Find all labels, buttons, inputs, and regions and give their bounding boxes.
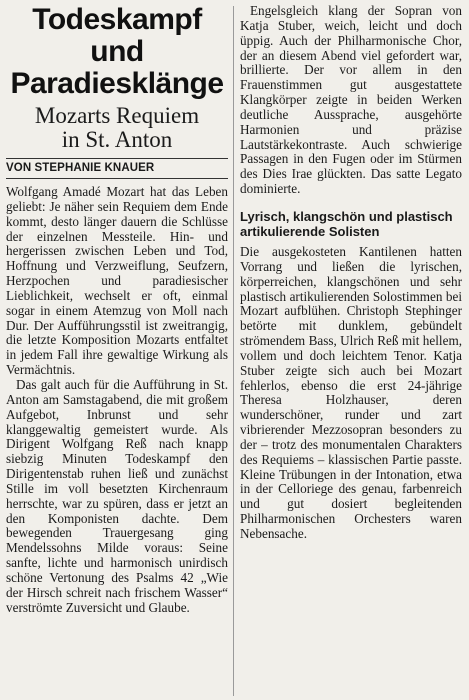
byline-rule-bottom bbox=[6, 178, 228, 179]
byline: VON STEPHANIE KNAUER bbox=[6, 162, 155, 174]
headline-line-2: und bbox=[90, 35, 144, 68]
subheadline bbox=[6, 104, 228, 152]
paragraph: Wolfgang Amadé Mozart hat das Leben geliebt: Je näher sein Requiem dem Ende kommt, desto länger dauern die Schlüsse der einzelnen Messteile. Hin- und hergerissen zwischen Leben und Tod, Hoffnung und Verzweiflung, Seufzern, Herzpochen und paradiesischer Lieblichkeit, wechselt er oft, einmal sogar in einem Atemzug von Moll nach Dur. Der Aufführungsstil ist zweitrangig, die letzte Komposition Mozarts entfaltet in jedem Fall ihre gewaltige Wirkung als Vermächtnis. bbox=[6, 184, 228, 378]
right-column bbox=[240, 4, 462, 542]
headline bbox=[6, 4, 228, 100]
column-divider bbox=[233, 6, 234, 696]
paragraph: Die ausgekosteten Kantilenen hatten Vorrang und ließen die lyrischen, körperreichen, klangschönen und sehr plastisch artikulierenden Solostimmen bei Mozart aufblühen. Christoph Stephinger betörte mit dunklem, gebündelt strömendem Bass, Ulrich Reß mit hellem, vollem und doch leichtem Tenor. Katja Stuber zeigte sich auch bei Mozart fehlerlos, ebenso die erst 24-jährige Theresa Holzhauser, deren wunderschöner, runder und zart vibrierender Mezzosopran besonders zu der – trotz des monumentalen Charakters des Requiems – klassischen Partie passte. Kleine Trübungen in der Intonation, etwa in der Celloriege des genau, farbenreich und gut dosiert begleitenden Philharmonischen Orchesters waren Nebensache. bbox=[240, 243, 462, 541]
left-column bbox=[6, 4, 228, 615]
headline-line-3: Paradiesklänge bbox=[10, 67, 224, 100]
subheadline-line-2: in St. Anton bbox=[61, 127, 173, 152]
subheadline-line-1: Mozarts Requiem bbox=[34, 103, 200, 128]
paragraph: Das galt auch für die Aufführung in St. Anton am Samstagabend, die mit großem Aufgebot, Inbrunst und sehr klanggewaltig gemeistert wurde. Als Dirigent Wolfgang Reß nach knapp siebzig Minuten Todeskampf den Dirigentenstab ruhen ließ und zunächst Stille im voll besetzten Kirchenraum herrschte, war zu spüren, dass er jetzt an den Komponisten dachte. Dem bewegenden Trauergesang ging Mendelssohns Milde voraus: Seine sanfte, lichte und harmonisch unirdisch schöne Vertonung des Psalms 42 „Wie der Hirsch schreit nach frischem Wasser“ verströmte Zuversicht und Glaube. bbox=[6, 376, 228, 615]
headline-line-1: Todeskampf bbox=[32, 3, 202, 36]
article-body-left bbox=[6, 185, 228, 615]
section-subheading: Lyrisch, klangschön und plastisch artikulierende Solisten bbox=[240, 208, 453, 239]
paragraph: Engelsgleich klang der Sopran von Katja Stuber, weich, leicht und doch üppig. Auch der Philharmonische Chor, der an diesem Abend viel gefordert war, brillierte. Der vor allem in den Frauenstimmen gut ausgestattete Klangkörper zeigte in beiden Werken deutliche Aussprache, ausgehörte Harmonien und präzise Lautstärkekontraste. Auch schwierige Passagen in den Fugen oder im Stürmen des Dies Irae glückten. Das satte Legato dominierte. bbox=[240, 3, 462, 197]
byline-rule-top bbox=[6, 158, 228, 159]
article-body-right-top bbox=[240, 4, 462, 197]
article-body-right-bottom bbox=[240, 245, 462, 542]
